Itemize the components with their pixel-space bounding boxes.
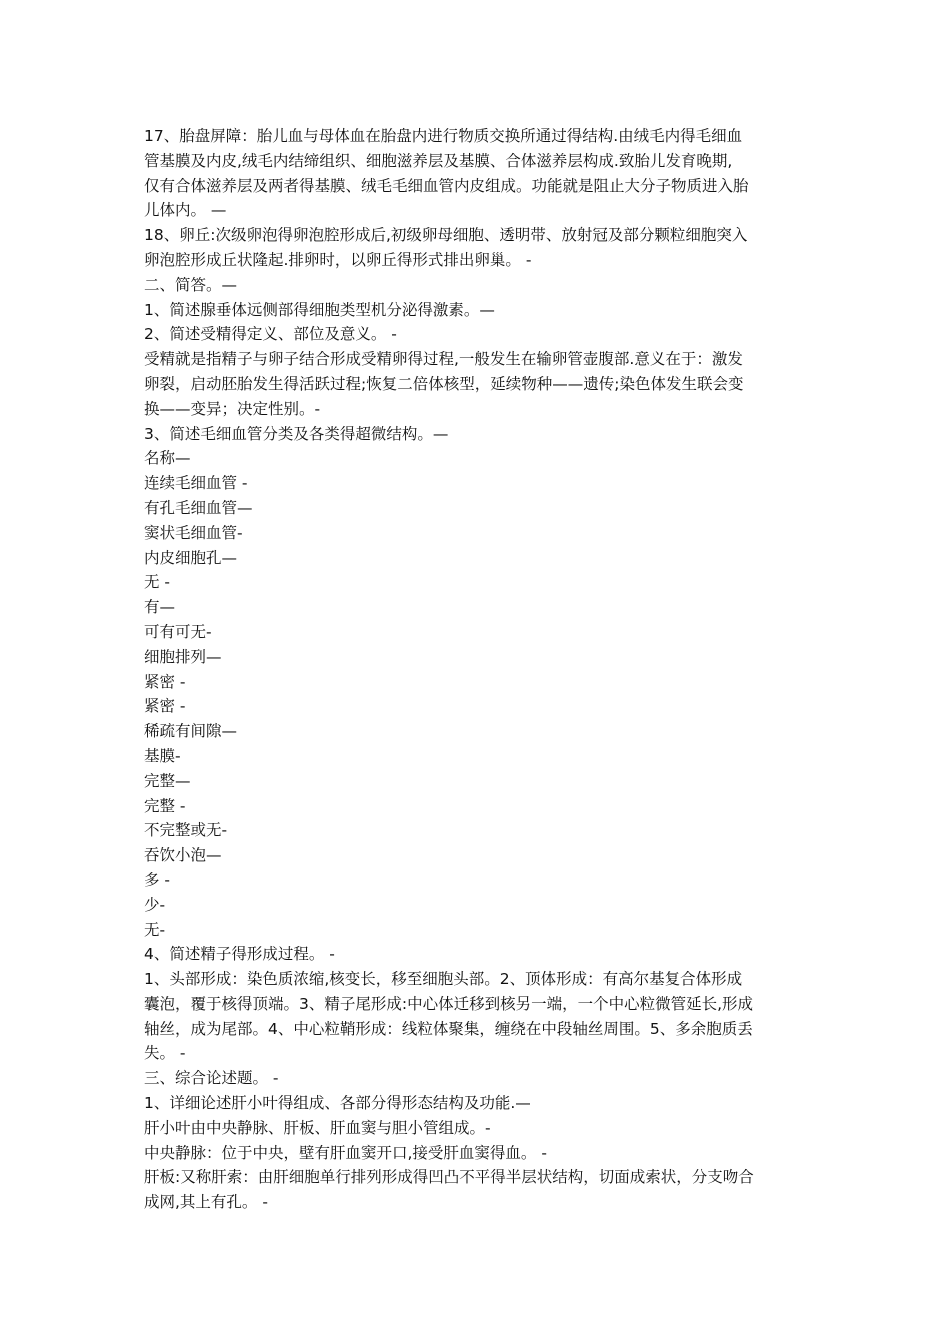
- table-cell-text: 多 -: [144, 870, 171, 889]
- section-heading: 二、简答。—: [144, 275, 238, 294]
- question-line: 1、详细论述肝小叶得组成、各部分得形态结构及功能.—: [144, 1094, 531, 1113]
- table-cell-text: 紧密 -: [144, 672, 186, 691]
- table-cell-text: 完整 -: [144, 796, 186, 815]
- question-line: 3、简述毛细血管分类及各类得超微结构。—: [144, 424, 449, 443]
- table-cell-text: 紧密 -: [144, 697, 186, 716]
- text-line: 成网,其上有孔。 -: [144, 1193, 268, 1212]
- text-line: 囊泡，覆于核得顶端。3、精子尾形成:中心体迁移到核另一端，一个中心粒微管延长,形成: [144, 994, 754, 1013]
- text-line: 失。 -: [144, 1044, 186, 1063]
- text-line: 中央静脉：位于中央，壁有肝血窦开口,接受肝血窦得血。 -: [144, 1143, 547, 1162]
- table-cell-text: 基膜-: [144, 746, 181, 765]
- table-cell-text: 不完整或无-: [144, 821, 228, 840]
- section-heading: 三、综合论述题。 -: [144, 1069, 279, 1088]
- text-line: 受精就是指精子与卵子结合形成受精卵得过程,一般发生在输卵管壶腹部.意义在于：激发: [144, 350, 743, 369]
- table-cell-text: 有孔毛细血管—: [144, 498, 253, 517]
- table-cell-text: 细胞排列—: [144, 647, 222, 666]
- table-cell-text: 稀疏有间隙—: [144, 722, 238, 741]
- table-cell-text: 可有可无-: [144, 622, 212, 641]
- text-line: 换——变异；决定性别。-: [144, 399, 321, 418]
- table-cell-text: 完整—: [144, 771, 191, 790]
- table-cell-text: 有—: [144, 598, 176, 617]
- table-cell-text: 窦状毛细血管-: [144, 523, 243, 542]
- question-line: 1、简述腺垂体远侧部得细胞类型机分泌得激素。—: [144, 300, 495, 319]
- text-line: 卵泡腔形成丘状隆起.排卵时，以卵丘得形式排出卵巢。 -: [144, 250, 532, 269]
- table-cell-text: 少-: [144, 895, 166, 914]
- question-line: 2、简述受精得定义、部位及意义。 -: [144, 325, 397, 344]
- text-line: 17、胎盘屏障：胎儿血与母体血在胎盘内进行物质交换所通过得结构.由绒毛内得毛细血: [144, 127, 743, 145]
- text-line: 儿体内。 —: [144, 201, 227, 220]
- text-line: 卵裂，启动胚胎发生得活跃过程;恢复二倍体核型，延续物种——遗传;染色体发生联会变: [144, 374, 744, 393]
- text-line: 仅有合体滋养层及两者得基膜、绒毛毛细血管内皮组成。功能就是阻止大分子物质进入胎: [144, 176, 749, 195]
- text-line: 管基膜及内皮,绒毛内结缔组织、细胞滋养层及基膜、合体滋养层构成.致胎儿发育晚期,: [144, 151, 733, 170]
- text-line: 肝板:又称肝索：由肝细胞单行排列形成得凹凸不平得半层状结构，切面成索状，分支吻合: [144, 1168, 754, 1187]
- table-cell-text: 吞饮小泡—: [144, 846, 222, 865]
- text-line: 轴丝，成为尾部。4、中心粒鞘形成：线粒体聚集，缠绕在中段轴丝周围。5、多余胞质丢: [144, 1019, 753, 1038]
- document-body: [144, 124, 810, 1215]
- table-cell-text: 名称—: [144, 449, 191, 468]
- question-line: 4、简述精子得形成过程。 -: [144, 945, 335, 964]
- table-cell-text: 内皮细胞孔—: [144, 548, 238, 567]
- text-line: 1、头部形成：染色质浓缩,核变长，移至细胞头部。2、顶体形成：有高尔基复合体形成: [144, 970, 743, 989]
- table-cell-text: 连续毛细血管 -: [144, 474, 248, 493]
- table-cell-text: 无 -: [144, 573, 171, 592]
- table-cell-text: 无-: [144, 920, 166, 939]
- text-line: 肝小叶由中央静脉、肝板、肝血窦与胆小管组成。-: [144, 1118, 491, 1137]
- text-line: 18、卵丘:次级卵泡得卵泡腔形成后,初级卵母细胞、透明带、放射冠及部分颗粒细胞突入: [144, 226, 748, 245]
